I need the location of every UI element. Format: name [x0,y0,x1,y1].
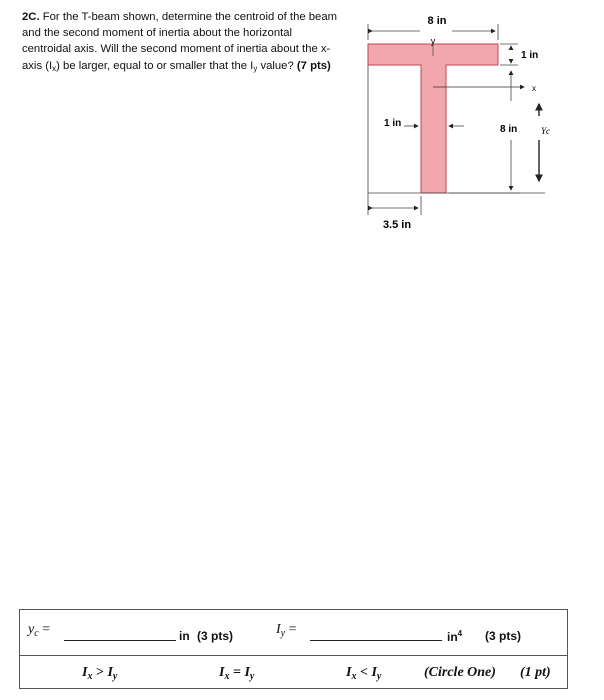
iy-unit [447,629,462,644]
iy-symbol: I [276,622,281,637]
yc-unit: in [179,629,190,643]
option-2-lhs-sub: x [224,671,230,682]
option-1-lhs: I [82,665,88,680]
iy-equals: = [285,622,297,637]
iy-sub: y [280,628,286,639]
dim-top-label: 8 in [427,15,447,27]
yc-answer-label [28,622,50,638]
yc-label: Yc [541,126,550,136]
iy-answer-label [276,622,297,638]
dim-web-thickness-label: 1 in [384,118,402,129]
option-3-lhs: I [346,665,352,680]
option-ix-less[interactable] [346,665,381,681]
option-ix-greater[interactable] [82,665,117,681]
yc-symbol: y [28,622,35,637]
option-2-lhs: I [219,665,225,680]
y-axis-label: y [430,36,436,46]
iy-points: (3 pts) [485,629,521,643]
option-2-rhs: I [244,665,250,680]
yc-points: (3 pts) [197,629,233,643]
problem-text-2: ) be larger, equal to or smaller that the I [56,59,254,72]
iy-subscript: y [253,63,258,73]
option-ix-equal[interactable] [219,665,254,681]
dim-web-height-label: 8 in [500,124,518,135]
option-3-rhs: I [371,665,377,680]
option-2-rel: = [229,665,245,680]
option-3-rhs-sub: y [376,671,382,682]
yc-sub: c [34,628,39,639]
iy-unit-sup: 4 [457,629,463,638]
option-3-rel: < [356,665,372,680]
circle-one-points: (1 pt) [520,665,551,680]
dim-offset [368,65,421,215]
problem-text-3: value? [257,59,297,72]
dim-offset-label: 3.5 in [382,219,412,231]
option-1-rhs-sub: y [112,671,118,682]
t-beam-figure [0,0,604,260]
x-axis-label: x [532,84,536,93]
yc-answer-blank[interactable] [64,640,176,641]
dim-flange-label: 1 in [521,50,539,61]
dim-flange-thickness [500,44,518,65]
problem-text: For the T-beam shown, determine the centroid of the beam and the second moment of inertia about the horizontal centroidal axis. Will the second moment of inertia about the x-axis (I [22,11,338,72]
option-3-lhs-sub: x [351,671,357,682]
problem-number: 2C. [22,11,40,23]
yc-equals: = [38,622,51,637]
problem-points: (7 pts) [296,59,331,72]
option-1-lhs-sub: x [87,671,93,682]
iy-unit-text: in [447,630,458,644]
option-1-rel: > [92,665,108,680]
iy-answer-blank[interactable] [310,640,442,641]
ix-subscript: x [52,63,57,73]
option-1-rhs: I [107,665,113,680]
circle-one-note: (Circle One) [424,665,496,680]
option-2-rhs-sub: y [249,671,255,682]
answer-divider [20,655,567,656]
